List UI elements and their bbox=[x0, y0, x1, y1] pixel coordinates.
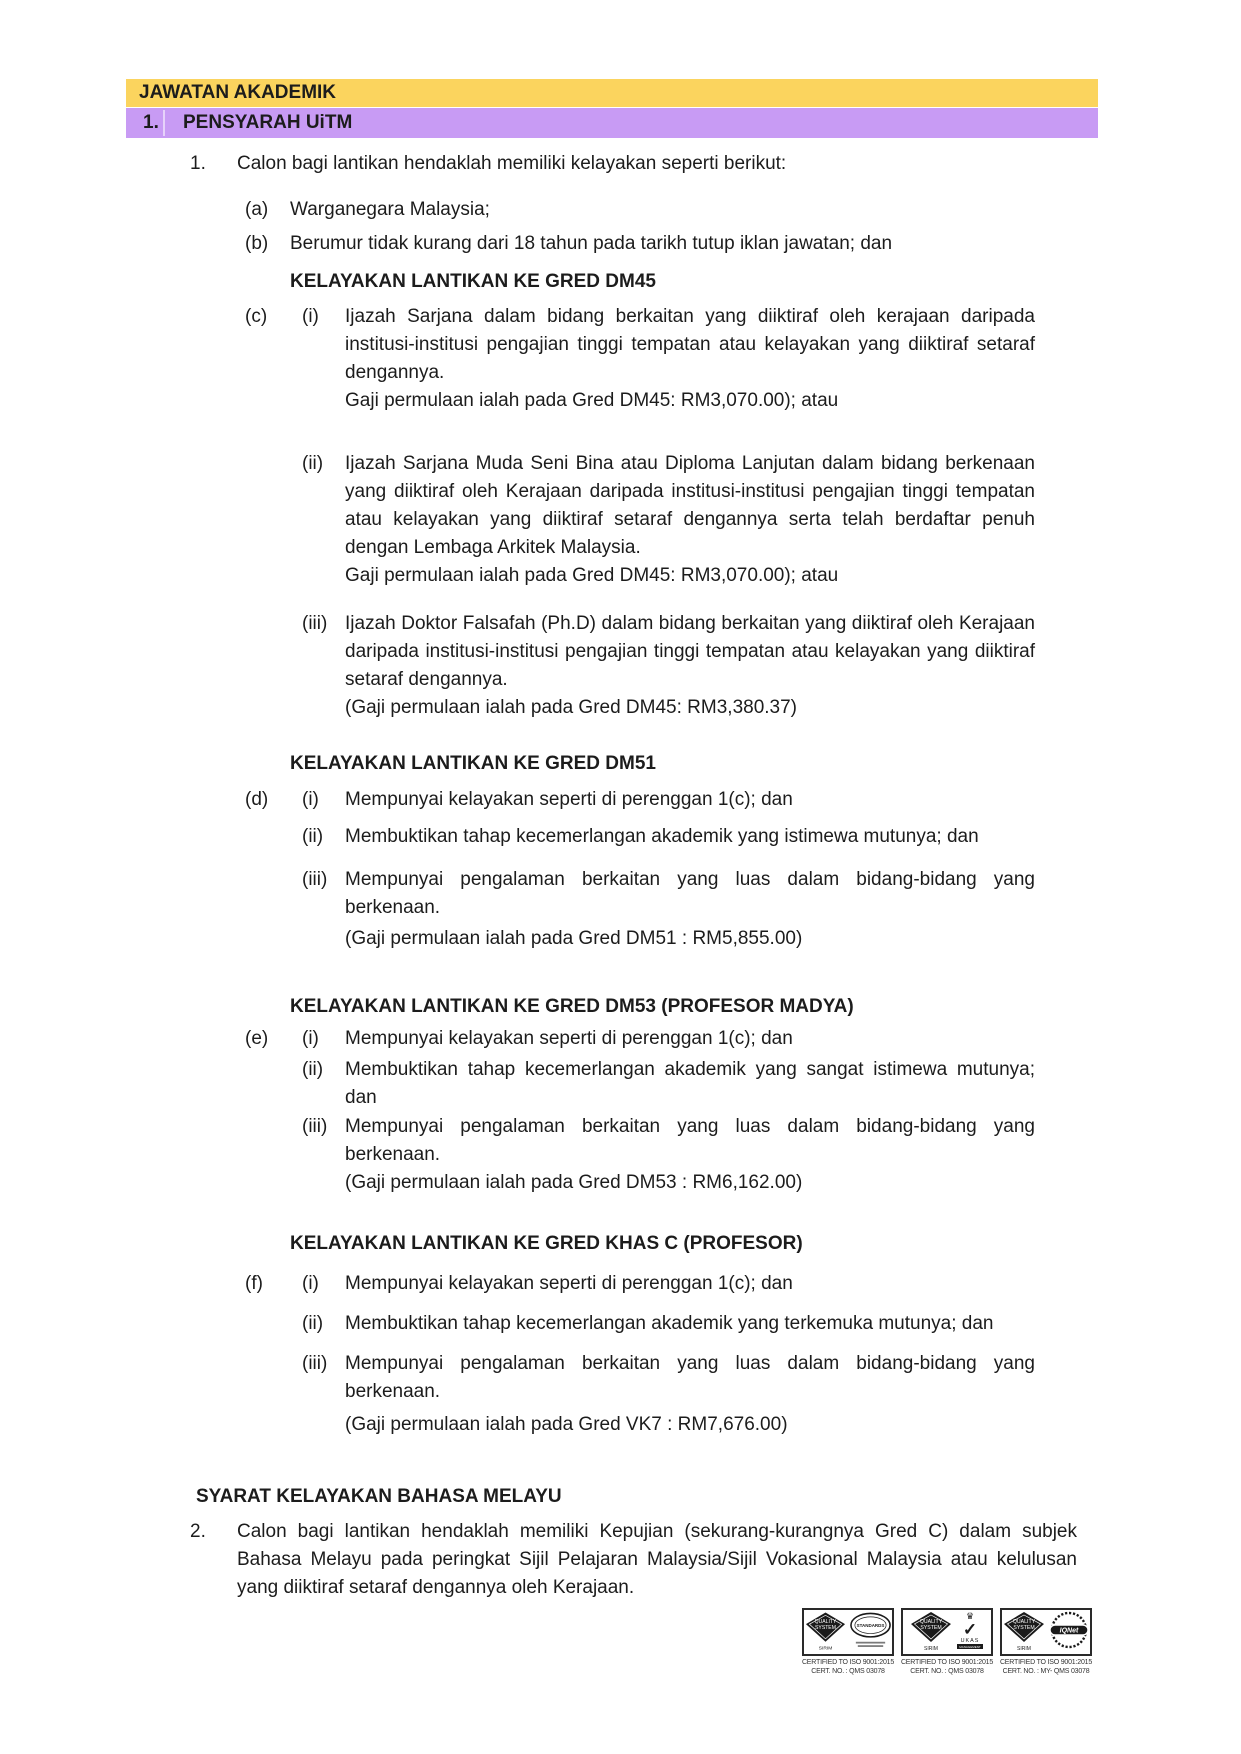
svg-text:QUALITY: QUALITY bbox=[1012, 1619, 1036, 1625]
qualification-item-d-ii bbox=[245, 823, 1241, 851]
sirim-quality-system-logo bbox=[1002, 1610, 1046, 1654]
svg-text:QUALITY: QUALITY bbox=[919, 1619, 943, 1625]
item-roman: (iii) bbox=[302, 1353, 328, 1374]
section-heading-dm45: KELAYAKAN LANTIKAN KE GRED DM45 bbox=[290, 271, 656, 292]
salary-note: Gaji permulaan ialah pada Gred DM45: RM3,070.00); atau bbox=[345, 390, 839, 411]
position-bar bbox=[126, 108, 1098, 138]
item-roman: (i) bbox=[302, 789, 319, 810]
cert-caption-line2: CERT. NO. : QMS 03078 bbox=[910, 1668, 984, 1675]
standards-logo bbox=[849, 1610, 892, 1654]
item-letter: (f) bbox=[245, 1273, 263, 1294]
qualification-item-e-iii bbox=[245, 1113, 1241, 1169]
requirement-label: (a) bbox=[245, 199, 269, 220]
cert-stamp bbox=[800, 1608, 896, 1676]
qualification-item-d-iii bbox=[245, 866, 1241, 922]
qualification-item-d-i bbox=[245, 786, 1241, 814]
item-roman: (i) bbox=[302, 1273, 319, 1294]
qualification-item-e-i bbox=[245, 1025, 1241, 1053]
svg-text:QUALITY: QUALITY bbox=[814, 1619, 837, 1626]
item-roman: (ii) bbox=[302, 826, 324, 847]
salary-note: (Gaji permulaan ialah pada Gred DM51 : RM5,855.00) bbox=[345, 928, 803, 949]
cert-caption-line2: CERT. NO. : QMS 03078 bbox=[811, 1668, 885, 1675]
svg-text:SYSTEM: SYSTEM bbox=[1013, 1625, 1035, 1631]
requirement-row-a bbox=[245, 196, 1241, 224]
sirim-quality-system-logo bbox=[804, 1610, 847, 1654]
item-roman: (i) bbox=[302, 1028, 319, 1049]
cert-stamp bbox=[998, 1608, 1094, 1676]
cert-caption-line1: CERTIFIED TO ISO 9001:2015 bbox=[801, 1659, 895, 1666]
item-number: 2. bbox=[190, 1521, 206, 1542]
svg-text:SIRIM: SIRIM bbox=[924, 1646, 938, 1652]
item-roman: (iii) bbox=[302, 613, 328, 634]
item-paragraph: Ijazah Doktor Falsafah (Ph.D) dalam bidang berkaitan yang diiktiraf oleh Kerajaan daripada institusi-institusi pengajian tinggi tempatan atau kelayakan yang diiktiraf setaraf dengannya. bbox=[345, 613, 1035, 690]
svg-text:SIRIM: SIRIM bbox=[818, 1646, 833, 1652]
item-paragraph: Mempunyai pengalaman berkaitan yang luas dalam bidang-bidang yang berkenaan. bbox=[345, 1116, 1035, 1165]
svg-text:UKAS: UKAS bbox=[960, 1638, 980, 1644]
salary-note: (Gaji permulaan ialah pada Gred DM53 : RM6,162.00) bbox=[345, 1172, 803, 1193]
position-number: 1. bbox=[143, 112, 159, 133]
salary-note: (Gaji permulaan ialah pada Gred DM45: RM3,380.37) bbox=[345, 697, 798, 718]
header-bands bbox=[126, 79, 1098, 138]
svg-text:MANAGEMENT: MANAGEMENT bbox=[959, 1644, 981, 1649]
qualification-item-c-ii bbox=[245, 450, 1241, 590]
qualification-item-f-ii bbox=[245, 1310, 1241, 1338]
requirement-text: Warganegara Malaysia; bbox=[290, 199, 490, 220]
item-roman: (iii) bbox=[302, 869, 328, 890]
requirement-text: Berumur tidak kurang dari 18 tahun pada tarikh tutup iklan jawatan; dan bbox=[290, 233, 893, 254]
item-letter: (c) bbox=[245, 306, 268, 327]
item-text: Calon bagi lantikan hendaklah memiliki kelayakan seperti berikut: bbox=[237, 153, 787, 174]
item-paragraph: Membuktikan tahap kecemerlangan akademik yang terkemuka mutunya; dan bbox=[345, 1313, 994, 1334]
item-roman: (i) bbox=[302, 306, 319, 327]
item-roman: (ii) bbox=[302, 453, 324, 474]
item-letter: (e) bbox=[245, 1028, 269, 1049]
svg-text:SYSTEM: SYSTEM bbox=[920, 1625, 942, 1631]
svg-text:✓: ✓ bbox=[962, 1620, 978, 1639]
salary-note: Gaji permulaan ialah pada Gred DM45: RM3,070.00); atau bbox=[345, 565, 839, 586]
iqnet-logo bbox=[1048, 1610, 1090, 1654]
item-paragraph: Ijazah Sarjana dalam bidang berkaitan yang diiktiraf oleh kerajaan daripada institusi-institusi pengajian tinggi tempatan atau kelayakan yang diiktiraf setaraf dengannya. bbox=[345, 306, 1035, 383]
intro-item bbox=[190, 150, 1241, 178]
requirement-label: (b) bbox=[245, 233, 269, 254]
item-letter: (d) bbox=[245, 789, 269, 810]
cell-divider bbox=[163, 110, 165, 136]
certification-stamps bbox=[800, 1608, 1094, 1676]
sirim-quality-system-logo bbox=[909, 1610, 953, 1654]
item-paragraph: Mempunyai kelayakan seperti di perenggan 1(c); dan bbox=[345, 789, 793, 810]
svg-text:SYSTEM: SYSTEM bbox=[815, 1625, 836, 1632]
qualification-item-c-i bbox=[245, 303, 1241, 415]
ukas-logo bbox=[955, 1610, 985, 1654]
item-number: 1. bbox=[190, 153, 206, 174]
item-paragraph: Mempunyai kelayakan seperti di perenggan 1(c); dan bbox=[345, 1273, 793, 1294]
section-heading-dm53: KELAYAKAN LANTIKAN KE GRED DM53 (PROFESOR MADYA) bbox=[290, 996, 854, 1017]
qualification-item-e-ii bbox=[245, 1056, 1241, 1112]
svg-text:STANDARDS: STANDARDS bbox=[856, 1623, 885, 1629]
item-paragraph: Mempunyai kelayakan seperti di perenggan 1(c); dan bbox=[345, 1028, 793, 1049]
section-heading-khas-c: KELAYAKAN LANTIKAN KE GRED KHAS C (PROFESOR) bbox=[290, 1233, 803, 1254]
document-body bbox=[0, 150, 1241, 1602]
svg-text:SIRIM: SIRIM bbox=[1017, 1646, 1031, 1652]
cert-caption-line1: CERTIFIED TO ISO 9001:2015 bbox=[900, 1659, 994, 1666]
item-body bbox=[345, 450, 1035, 590]
item-paragraph: Mempunyai pengalaman berkaitan yang luas dalam bidang-bidang yang berkenaan. bbox=[345, 1353, 1035, 1402]
banner-title: JAWATAN AKADEMIK bbox=[139, 82, 337, 103]
requirement-row-b bbox=[245, 230, 1241, 258]
item-roman: (iii) bbox=[302, 1116, 328, 1137]
salary-note: (Gaji permulaan ialah pada Gred VK7 : RM7,676.00) bbox=[345, 1414, 788, 1435]
language-heading: SYARAT KELAYAKAN BAHASA MELAYU bbox=[196, 1486, 562, 1507]
item-body bbox=[345, 303, 1035, 415]
qualification-item-f-iii bbox=[245, 1350, 1241, 1406]
svg-text:IQNet: IQNet bbox=[1059, 1627, 1079, 1635]
svg-text:♛: ♛ bbox=[965, 1611, 975, 1621]
item-roman: (ii) bbox=[302, 1313, 324, 1334]
cert-caption-line1: CERTIFIED TO ISO 9001:2015 bbox=[999, 1659, 1093, 1666]
banner-bar bbox=[126, 79, 1098, 108]
language-item bbox=[190, 1518, 1241, 1602]
item-body bbox=[345, 610, 1035, 722]
qualification-item-f-i bbox=[245, 1270, 1241, 1298]
item-paragraph: Mempunyai pengalaman berkaitan yang luas dalam bidang-bidang yang berkenaan. bbox=[345, 869, 1035, 918]
cert-stamp bbox=[899, 1608, 995, 1676]
item-text: Calon bagi lantikan hendaklah memiliki Kepujian (sekurang-kurangnya Gred C) dalam subjek Bahasa Melayu pada peringkat Sijil Pelajaran Malaysia/Sijil Vokasional Malaysia atau kelulusan yang diiktiraf setaraf dengannya oleh Kerajaan. bbox=[237, 1521, 1077, 1598]
section-heading-dm51: KELAYAKAN LANTIKAN KE GRED DM51 bbox=[290, 753, 656, 774]
item-paragraph: Membuktikan tahap kecemerlangan akademik yang sangat istimewa mutunya; dan bbox=[345, 1059, 1035, 1108]
qualification-item-c-iii bbox=[245, 610, 1241, 722]
item-paragraph: Membuktikan tahap kecemerlangan akademik yang istimewa mutunya; dan bbox=[345, 826, 979, 847]
cert-caption-line2: CERT. NO. : MY- QMS 03078 bbox=[1002, 1668, 1090, 1675]
position-title: PENSYARAH UiTM bbox=[183, 112, 353, 133]
item-paragraph: Ijazah Sarjana Muda Seni Bina atau Diploma Lanjutan dalam bidang berkenaan yang diiktiraf oleh Kerajaan daripada institusi-institusi pengajian tinggi tempatan atau kelayakan yang diiktiraf setaraf dengannya serta telah berdaftar penuh dengan Lembaga Arkitek Malaysia. bbox=[345, 453, 1035, 558]
item-roman: (ii) bbox=[302, 1059, 324, 1080]
